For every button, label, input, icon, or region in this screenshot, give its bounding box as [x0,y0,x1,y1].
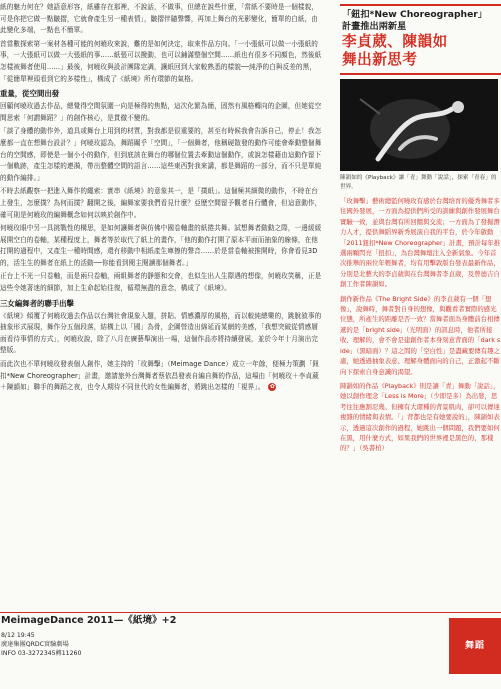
event-venue: 廣達集團QRDC實驗劇場 [1,641,69,648]
article-paragraph: 紙的魅力何在？她語意形容，紙雖存在那裡，不說話，不做事，但總在說些什麼，「當紙不要時是一個樣貌，可是你把它做一點皺摺，它就會產生另一種表情」，皺摺伴隨聲響，再加上舞台的光影變化，簡單的白紙，由此變化多端，一點也不簡單。 [0,3,318,35]
sidebar-column [340,4,501,610]
article-column [0,2,322,610]
event-date: 8/12 19:45 [1,632,35,639]
article-paragraph-text: 而此次也不單何曉玫發表個人創作，她主持的「玫舞擊」（Meimage Dance）成立一年餘，便極力策劃「鈕扣*New Choreographer」計畫，邀請旅外台灣舞者蔡依昌發表自編自舞的作品，這場由「何曉玫＋李貞葳＋陳韻如」聯手的舞蹈之夜，也令人期待不同世代的女性編舞者，將跳出怎樣的「視界」。 [0,360,320,392]
section-heading: 三女編舞者的聯手出擊 [0,298,74,308]
article-paragraph: 不時去紙觀察一把進入舞作的繩索：實串《紙境》的意象其一，是「撲紙」。這個極其細微的動作，不時在台上發生，怎麼撲？為何而撲？翻開之後，編舞家要我們看見什麼？亞歷空間留予觀者自行體會，但這意動作，確可則是何曉玫的編舞概念如何以映於創作中。 [0,187,322,219]
sidebar-paragraph: 創作新作品《The Bright Side》的李貞葳有一個「想像」，說舞時，舞者對自身的想像，與觀看者實際的感光位態，所產生的距離是否一致？當舞者面為身體前台相傳遞的是「bright side」（光明面）的訊息時，他者所接收、理解的，會不會是建創作者本身刻意背面的「dark side」（黑暗面）？這之間的「空白性」是盡藏要傳有趣之處，她透過抽象表意、理解身體面向的自己，正激起不斷向下探索自身意識的渴望。 [340,294,501,376]
event-title: MeimageDance 2011—《紙境》+2 [1,615,177,626]
article-paragraph: 首當數探索第一案材各種可能的何曉玫來說，難的是如何決定，取來作品方向。「一小張紙可以做一小張紙的事，一大張紙可以做一大張紙的事……紙張可以撥動，也可以鋪滿整個空間……紙也有很多不同顏色，然後紙怎樣被舞者使用……」最後，何曉玫與設計團隊定調，讓紙回到大家較熟悉的樣貌──純淨的白與反差的黑，「從簡單裡頭看到它的多樣性」，構成了《紙境》所有環節的氣格。 [0,39,322,83]
sidebar-paragraph: 「玫舞擊」藝術總監何曉玫有感於台灣培育的優秀舞者多往國外發展，一方面為提供們所受的訓練與創作發展舞台實驗一致，並與台灣有所回饋與交流；一方面為了發掘潛力人才，提供舞蹈界新秀展演自我的平台，於今年啟動「2011鈕扣*New Choreographer」計畫，預計每年推選兩顆閃亮「扭扣」，為台灣舞壇注入全新氣象。今年首次推舉的兩位年輕舞者，均有用擊敦版台發表最新作品，分別是北藝大的李貞葳與在台灣舞者李貞葳，及曾德吉自創工作者陳韻如。 [340,197,501,289]
dancer-photo-image [340,79,498,171]
headline-title: 李貞葳、陳韻如 [342,33,448,50]
section-heading: 重量，從空間出發 [0,89,60,99]
article-paragraph: 何曉玫眼中另一具挑戰性的構思，是如何讓舞者與仿佛中國卷軸畫的紙捲共舞。試想舞者動動之際，一邊緩緩展開空白的卷軸，某種程度上，舞者等於取代了紙上的畫作，「他的動作打開了原本平面而抽象的線條，在他打開的過程中，又產生一種時間感，還有移動中相紙產生庫擦的聲音……於是當卷軸被推開時，你會看見3D的，活生生的舞者在紙上的活動──你能看到閱主閱讀那個舞者。」 [0,224,322,267]
event-contact: INFO 03-3272345轉11260 [1,650,82,657]
sidebar-headline [340,4,501,75]
article-paragraph: 回顧何曉玫過去作品，總覺得空間氛圍一向是極得的焦點，這次化繁為簡，固然有風格轉向的企圖，但她從空間思索「何謂舞蹈？」的創作核心，是貫徹不變的。 [0,102,322,122]
article-paragraph: 《紙境》傾覆了何曉玫過去作品以台灣社會現象入題，拼貼、情感濃厚的風格，而以較純總樂的，跳脫敘事的抽象形式展現，舞作分五個段落，結構上以「國」為骨，企圖營造出綿延而某網的美感，「我想突破從情感層面看待事情的方式」，何曉玫說，除了八月在廣藝舉演出一場，這個作品亦將持續發展，並於今年十月演出完整版。 [0,311,322,355]
headline-line: 計畫推出兩新星 [342,21,407,32]
photo-caption: 陳韻如的《Playback》讓「青」舞動「說話」，探索「青春」的世界。 [340,175,497,190]
event-info [0,615,360,675]
footer-divider [0,612,501,613]
article-paragraph [0,359,322,394]
dancer-photo [340,79,498,171]
category-tab: 舞蹈 [449,618,501,674]
article-paragraph: 「談了身體的動作外，道具或舞台上用到的材質，對我都是很重要的，甚至有時候我會告訴自己，停止！我怎麼都一直在想舞台設計？」何曉玫認為，舞蹈關乎「空間」，「一個舞者，他稱硬散發的動作可能會牽動整個舞台的空間感，即使是一個小小的動作，但到底該在舞台的哪個位置去牽動這個動作，或說怎樣藉由這動作留下一個軌跡，產生怎樣的連漪，帶出整體空間的語言……這些東西對我來講，都是舞蹈的一部分，而不只是單純的動作編排。」 [0,127,322,182]
headline-line: 「鈕扣*New Choreographer」 [342,9,488,20]
sidebar-paragraph: 陳韻如的作品《Playback》則是讓「青」舞動「說話」，她以創作理念「Less is More」（少即是多）為出發，思考往往應割忍幾、但擁有大環種的背景肌肉，卻可以傳達複雜的情緒與表情。「」背都也是有她要說的」，陳韻如表示，透過這次創作的過程，她跳出一個問題，我們要如何在黑，用什麼方式，如果我們的世界裡是黑色的，那樣的？」（吳書柏） [340,381,500,453]
headline-title: 舞出新思考 [342,51,418,68]
end-mark-icon: ✿ [269,383,276,391]
article-paragraph: 正台上不光一只卷軸，而是兩只卷軸，兩組舞者的靜態和交會，也似生出人生際遇的想像，何曉玫笑稱，正是這些令她著迷的細節，加上生命起始往復，循環無盡的意念，構成了《紙境》。 [0,272,322,293]
